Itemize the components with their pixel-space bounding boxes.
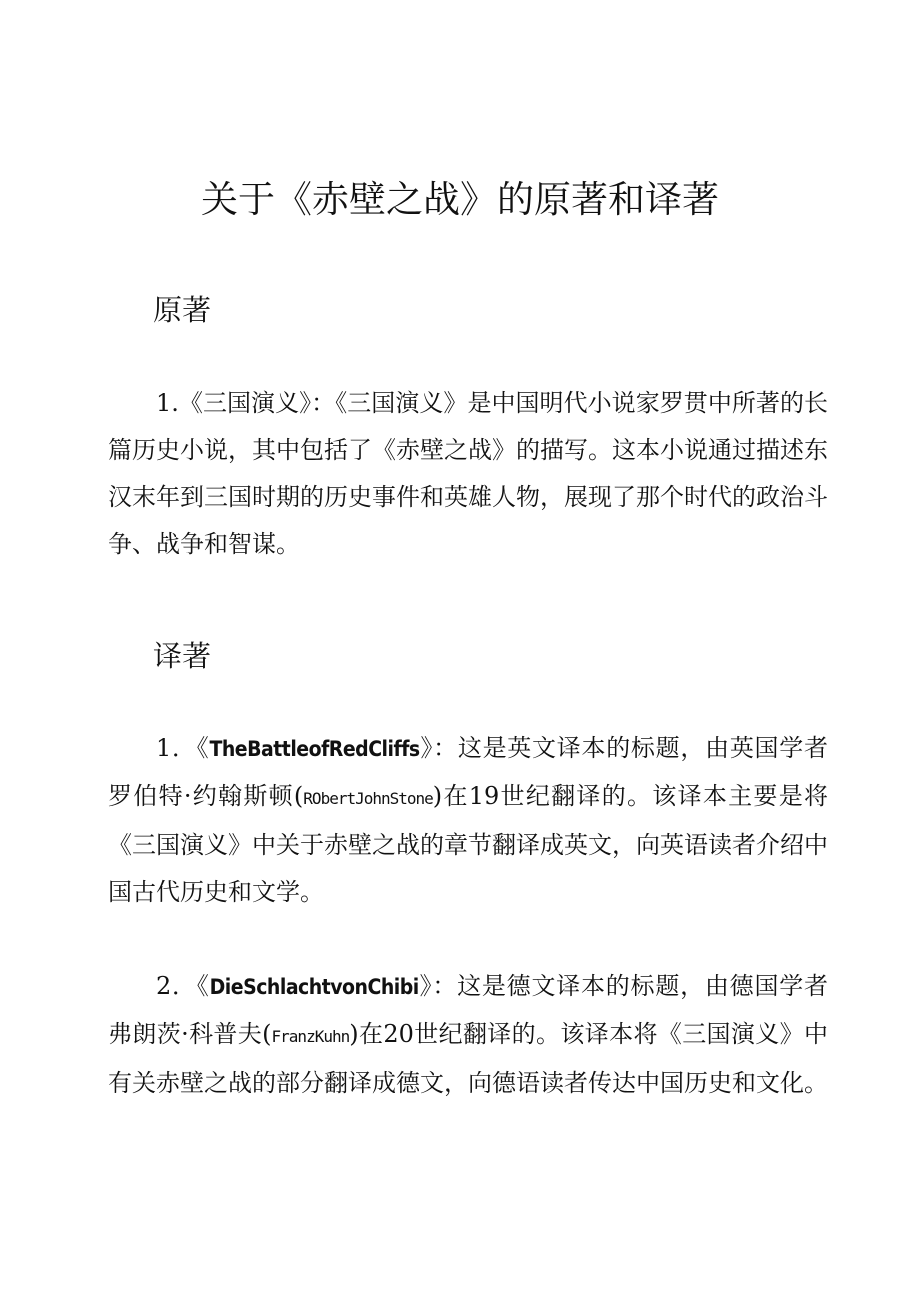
- translated-item-2: [108, 963, 828, 1107]
- translator-name-latin: RObertJohnStone: [303, 789, 433, 808]
- section-heading-original: 原著: [153, 293, 212, 327]
- item-text-part-1: 》：这是德文译本的标题，由德国学者弗朗茨·科普夫(: [108, 972, 828, 1048]
- translated-item-1: [108, 725, 828, 916]
- document-title: 关于《赤壁之战》的原著和译著: [201, 178, 719, 221]
- item-text-part-1: 》：这是英文译本的标题，由英国学者罗伯特·约翰斯顿(: [108, 734, 828, 810]
- item-text-part-2: )在20世纪翻译的。该译本将《三国演义》中有关赤壁之战的部分翻译成德文，向德语读者传达中国历史和文化。: [108, 1020, 828, 1097]
- item-text-part-2: )在19世纪翻译的。该译本主要是将《三国演义》中关于赤壁之战的章节翻译成英文，向英语读者介绍中国古代历史和文学。: [108, 782, 828, 906]
- section-heading-translated: 译著: [153, 639, 212, 673]
- translator-name-latin: FranzKuhn: [271, 1027, 350, 1046]
- book-title-english: TheBattleofRedCliffs: [209, 737, 420, 761]
- item-prefix: 1．《: [156, 734, 210, 762]
- item-prefix: 2．《: [156, 972, 210, 1000]
- book-title-german: DieSchlachtvonChibi: [209, 975, 419, 999]
- original-item-1: 1.《三国演义》：《三国演义》是中国明代小说家罗贯中所著的长篇历史小说，其中包括了《赤壁之战》的描写。这本小说通过描述东汉末年到三国时期的历史事件和英雄人物，展现了那个时代的政治斗争、战争和智谋。: [108, 389, 828, 558]
